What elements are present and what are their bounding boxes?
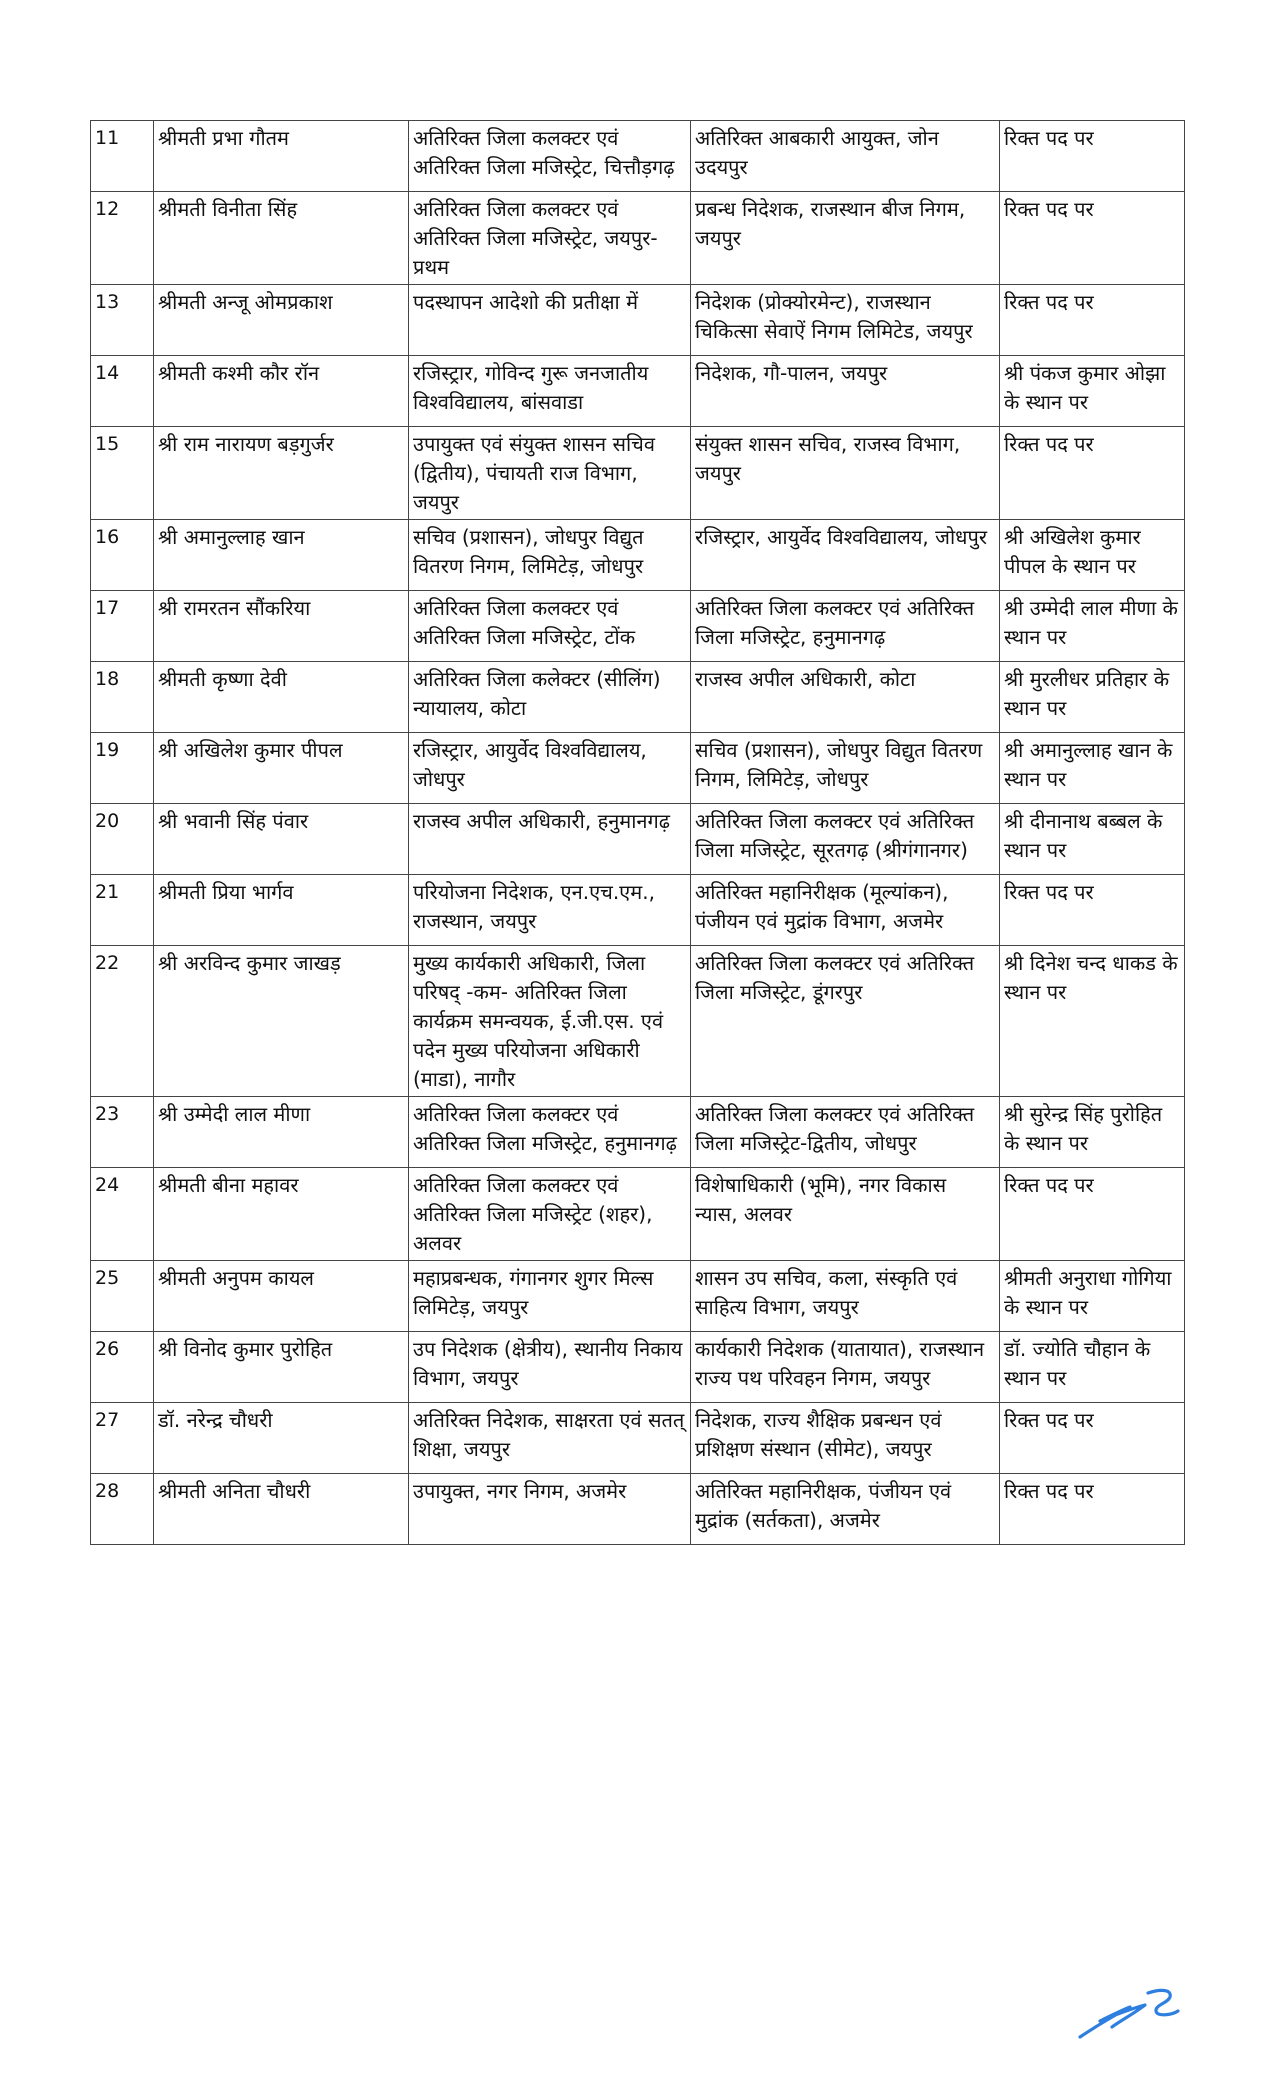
current-posting-cell: उपायुक्त एवं संयुक्त शासन सचिव (द्वितीय), पंचायती राज विभाग, जयपुर xyxy=(409,427,691,520)
officer-name-cell: श्री भवानी सिंह पंवार xyxy=(154,804,409,875)
serial-number-cell: 25 xyxy=(91,1261,154,1332)
transfer-table-body xyxy=(91,121,1185,1545)
table-row xyxy=(91,121,1185,192)
vacancy-remark-cell: श्री मुरलीधर प्रतिहार के स्थान पर xyxy=(1000,662,1185,733)
officer-name-cell: श्री रामरतन सौंकरिया xyxy=(154,591,409,662)
current-posting-cell: अतिरिक्त जिला कलक्टर एवं अतिरिक्त जिला मजिस्ट्रेट (शहर), अलवर xyxy=(409,1168,691,1261)
officer-name-cell: श्री राम नारायण बड़गुर्जर xyxy=(154,427,409,520)
new-posting-cell: राजस्व अपील अधिकारी, कोटा xyxy=(691,662,1000,733)
current-posting-cell: रजिस्ट्रार, गोविन्द गुरू जनजातीय विश्वविद्यालय, बांसवाडा xyxy=(409,356,691,427)
current-posting-cell: अतिरिक्त जिला कलक्टर एवं अतिरिक्त जिला मजिस्ट्रेट, टोंक xyxy=(409,591,691,662)
serial-number-cell: 23 xyxy=(91,1097,154,1168)
officer-name-cell: श्रीमती अनुपम कायल xyxy=(154,1261,409,1332)
table-row xyxy=(91,1261,1185,1332)
officer-name-cell: श्रीमती अनिता चौधरी xyxy=(154,1474,409,1545)
table-row xyxy=(91,1474,1185,1545)
serial-number-cell: 24 xyxy=(91,1168,154,1261)
table-row xyxy=(91,1097,1185,1168)
officer-name-cell: श्री अखिलेश कुमार पीपल xyxy=(154,733,409,804)
new-posting-cell: सचिव (प्रशासन), जोधपुर विद्युत वितरण निगम, लिमिटेड़, जोधपुर xyxy=(691,733,1000,804)
serial-number-cell: 13 xyxy=(91,285,154,356)
table-row xyxy=(91,356,1185,427)
serial-number-cell: 21 xyxy=(91,875,154,946)
serial-number-cell: 14 xyxy=(91,356,154,427)
current-posting-cell: अतिरिक्त जिला कलक्टर एवं अतिरिक्त जिला मजिस्ट्रेट, हनुमानगढ़ xyxy=(409,1097,691,1168)
new-posting-cell: अतिरिक्त महानिरीक्षक (मूल्यांकन), पंजीयन एवं मुद्रांक विभाग, अजमेर xyxy=(691,875,1000,946)
officer-name-cell: श्रीमती कृष्णा देवी xyxy=(154,662,409,733)
transfer-table xyxy=(90,120,1185,1545)
table-row xyxy=(91,733,1185,804)
new-posting-cell: रजिस्ट्रार, आयुर्वेद विश्वविद्यालय, जोधपुर xyxy=(691,520,1000,591)
new-posting-cell: अतिरिक्त महानिरीक्षक, पंजीयन एवं मुद्रांक (सर्तकता), अजमेर xyxy=(691,1474,1000,1545)
new-posting-cell: प्रबन्ध निदेशक, राजस्थान बीज निगम, जयपुर xyxy=(691,192,1000,285)
serial-number-cell: 20 xyxy=(91,804,154,875)
vacancy-remark-cell: डॉ. ज्योति चौहान के स्थान पर xyxy=(1000,1332,1185,1403)
table-row xyxy=(91,1403,1185,1474)
vacancy-remark-cell: श्री अखिलेश कुमार पीपल के स्थान पर xyxy=(1000,520,1185,591)
signature xyxy=(1060,1975,1190,2055)
serial-number-cell: 15 xyxy=(91,427,154,520)
current-posting-cell: राजस्व अपील अधिकारी, हनुमानगढ़ xyxy=(409,804,691,875)
signature-stroke xyxy=(1080,1990,1178,2037)
new-posting-cell: निदेशक, गौ-पालन, जयपुर xyxy=(691,356,1000,427)
officer-name-cell: श्रीमती अन्जू ओमप्रकाश xyxy=(154,285,409,356)
vacancy-remark-cell: रिक्त पद पर xyxy=(1000,285,1185,356)
new-posting-cell: शासन उप सचिव, कला, संस्कृति एवं साहित्य विभाग, जयपुर xyxy=(691,1261,1000,1332)
table-row xyxy=(91,591,1185,662)
current-posting-cell: पदस्थापन आदेशो की प्रतीक्षा में xyxy=(409,285,691,356)
officer-name-cell: श्रीमती प्रभा गौतम xyxy=(154,121,409,192)
officer-name-cell: श्रीमती बीना महावर xyxy=(154,1168,409,1261)
serial-number-cell: 27 xyxy=(91,1403,154,1474)
new-posting-cell: अतिरिक्त जिला कलक्टर एवं अतिरिक्त जिला मजिस्ट्रेट, हनुमानगढ़ xyxy=(691,591,1000,662)
officer-name-cell: श्री विनोद कुमार पुरोहित xyxy=(154,1332,409,1403)
officer-name-cell: श्री अमानुल्लाह खान xyxy=(154,520,409,591)
table-row xyxy=(91,1168,1185,1261)
current-posting-cell: अतिरिक्त निदेशक, साक्षरता एवं सतत् शिक्षा, जयपुर xyxy=(409,1403,691,1474)
serial-number-cell: 16 xyxy=(91,520,154,591)
new-posting-cell: अतिरिक्त जिला कलक्टर एवं अतिरिक्त जिला मजिस्ट्रेट, सूरतगढ़ (श्रीगंगानगर) xyxy=(691,804,1000,875)
current-posting-cell: अतिरिक्त जिला कलक्टर एवं अतिरिक्त जिला मजिस्ट्रेट, चित्तौड़गढ़ xyxy=(409,121,691,192)
officer-name-cell: श्रीमती कश्मी कौर रॉन xyxy=(154,356,409,427)
vacancy-remark-cell: रिक्त पद पर xyxy=(1000,875,1185,946)
table-row xyxy=(91,285,1185,356)
new-posting-cell: अतिरिक्त जिला कलक्टर एवं अतिरिक्त जिला मजिस्ट्रेट-द्वितीय, जोधपुर xyxy=(691,1097,1000,1168)
current-posting-cell: अतिरिक्त जिला कलक्टर एवं अतिरिक्त जिला मजिस्ट्रेट, जयपुर-प्रथम xyxy=(409,192,691,285)
serial-number-cell: 12 xyxy=(91,192,154,285)
vacancy-remark-cell: श्री अमानुल्लाह खान के स्थान पर xyxy=(1000,733,1185,804)
serial-number-cell: 28 xyxy=(91,1474,154,1545)
new-posting-cell: अतिरिक्त जिला कलक्टर एवं अतिरिक्त जिला मजिस्ट्रेट, डूंगरपुर xyxy=(691,946,1000,1097)
vacancy-remark-cell: रिक्त पद पर xyxy=(1000,192,1185,285)
vacancy-remark-cell: रिक्त पद पर xyxy=(1000,1168,1185,1261)
current-posting-cell: उपायुक्त, नगर निगम, अजमेर xyxy=(409,1474,691,1545)
current-posting-cell: उप निदेशक (क्षेत्रीय), स्थानीय निकाय विभाग, जयपुर xyxy=(409,1332,691,1403)
vacancy-remark-cell: रिक्त पद पर xyxy=(1000,121,1185,192)
new-posting-cell: संयुक्त शासन सचिव, राजस्व विभाग, जयपुर xyxy=(691,427,1000,520)
table-row xyxy=(91,192,1185,285)
current-posting-cell: महाप्रबन्धक, गंगानगर शुगर मिल्स लिमिटेड़, जयपुर xyxy=(409,1261,691,1332)
serial-number-cell: 18 xyxy=(91,662,154,733)
officer-name-cell: श्री अरविन्द कुमार जाखड़ xyxy=(154,946,409,1097)
officer-name-cell: डॉ. नरेन्द्र चौधरी xyxy=(154,1403,409,1474)
officer-name-cell: श्री उम्मेदी लाल मीणा xyxy=(154,1097,409,1168)
posting-order-document xyxy=(90,120,1184,1545)
serial-number-cell: 22 xyxy=(91,946,154,1097)
current-posting-cell: मुख्य कार्यकारी अधिकारी, जिला परिषद् -कम- अतिरिक्त जिला कार्यक्रम समन्वयक, ई.जी.एस. एवं पदेन मुख्य परियोजना अधिकारी (माडा), नागौर xyxy=(409,946,691,1097)
new-posting-cell: अतिरिक्त आबकारी आयुक्त, जोन उदयपुर xyxy=(691,121,1000,192)
vacancy-remark-cell: श्रीमती अनुराधा गोगिया के स्थान पर xyxy=(1000,1261,1185,1332)
table-row xyxy=(91,946,1185,1097)
vacancy-remark-cell: रिक्त पद पर xyxy=(1000,427,1185,520)
current-posting-cell: रजिस्ट्रार, आयुर्वेद विश्वविद्यालय, जोधपुर xyxy=(409,733,691,804)
new-posting-cell: विशेषाधिकारी (भूमि), नगर विकास न्यास, अलवर xyxy=(691,1168,1000,1261)
current-posting-cell: सचिव (प्रशासन), जोधपुर विद्युत वितरण निगम, लिमिटेड़, जोधपुर xyxy=(409,520,691,591)
table-row xyxy=(91,520,1185,591)
new-posting-cell: कार्यकारी निदेशक (यातायात), राजस्थान राज्य पथ परिवहन निगम, जयपुर xyxy=(691,1332,1000,1403)
serial-number-cell: 26 xyxy=(91,1332,154,1403)
officer-name-cell: श्रीमती प्रिया भार्गव xyxy=(154,875,409,946)
vacancy-remark-cell: श्री दीनानाथ बब्बल के स्थान पर xyxy=(1000,804,1185,875)
table-row xyxy=(91,662,1185,733)
serial-number-cell: 19 xyxy=(91,733,154,804)
current-posting-cell: अतिरिक्त जिला कलेक्टर (सीलिंग) न्यायालय, कोटा xyxy=(409,662,691,733)
new-posting-cell: निदेशक (प्रोक्योरमेन्ट), राजस्थान चिकित्सा सेवाऐं निगम लिमिटेड, जयपुर xyxy=(691,285,1000,356)
officer-name-cell: श्रीमती विनीता सिंह xyxy=(154,192,409,285)
serial-number-cell: 17 xyxy=(91,591,154,662)
serial-number-cell: 11 xyxy=(91,121,154,192)
vacancy-remark-cell: श्री उम्मेदी लाल मीणा के स्थान पर xyxy=(1000,591,1185,662)
table-row xyxy=(91,1332,1185,1403)
table-row xyxy=(91,804,1185,875)
vacancy-remark-cell: श्री दिनेश चन्द धाकड के स्थान पर xyxy=(1000,946,1185,1097)
table-row xyxy=(91,875,1185,946)
current-posting-cell: परियोजना निदेशक, एन.एच.एम., राजस्थान, जयपुर xyxy=(409,875,691,946)
vacancy-remark-cell: श्री सुरेन्द्र सिंह पुरोहित के स्थान पर xyxy=(1000,1097,1185,1168)
vacancy-remark-cell: रिक्त पद पर xyxy=(1000,1474,1185,1545)
table-row xyxy=(91,427,1185,520)
vacancy-remark-cell: रिक्त पद पर xyxy=(1000,1403,1185,1474)
new-posting-cell: निदेशक, राज्य शैक्षिक प्रबन्धन एवं प्रशिक्षण संस्थान (सीमेट), जयपुर xyxy=(691,1403,1000,1474)
vacancy-remark-cell: श्री पंकज कुमार ओझा के स्थान पर xyxy=(1000,356,1185,427)
